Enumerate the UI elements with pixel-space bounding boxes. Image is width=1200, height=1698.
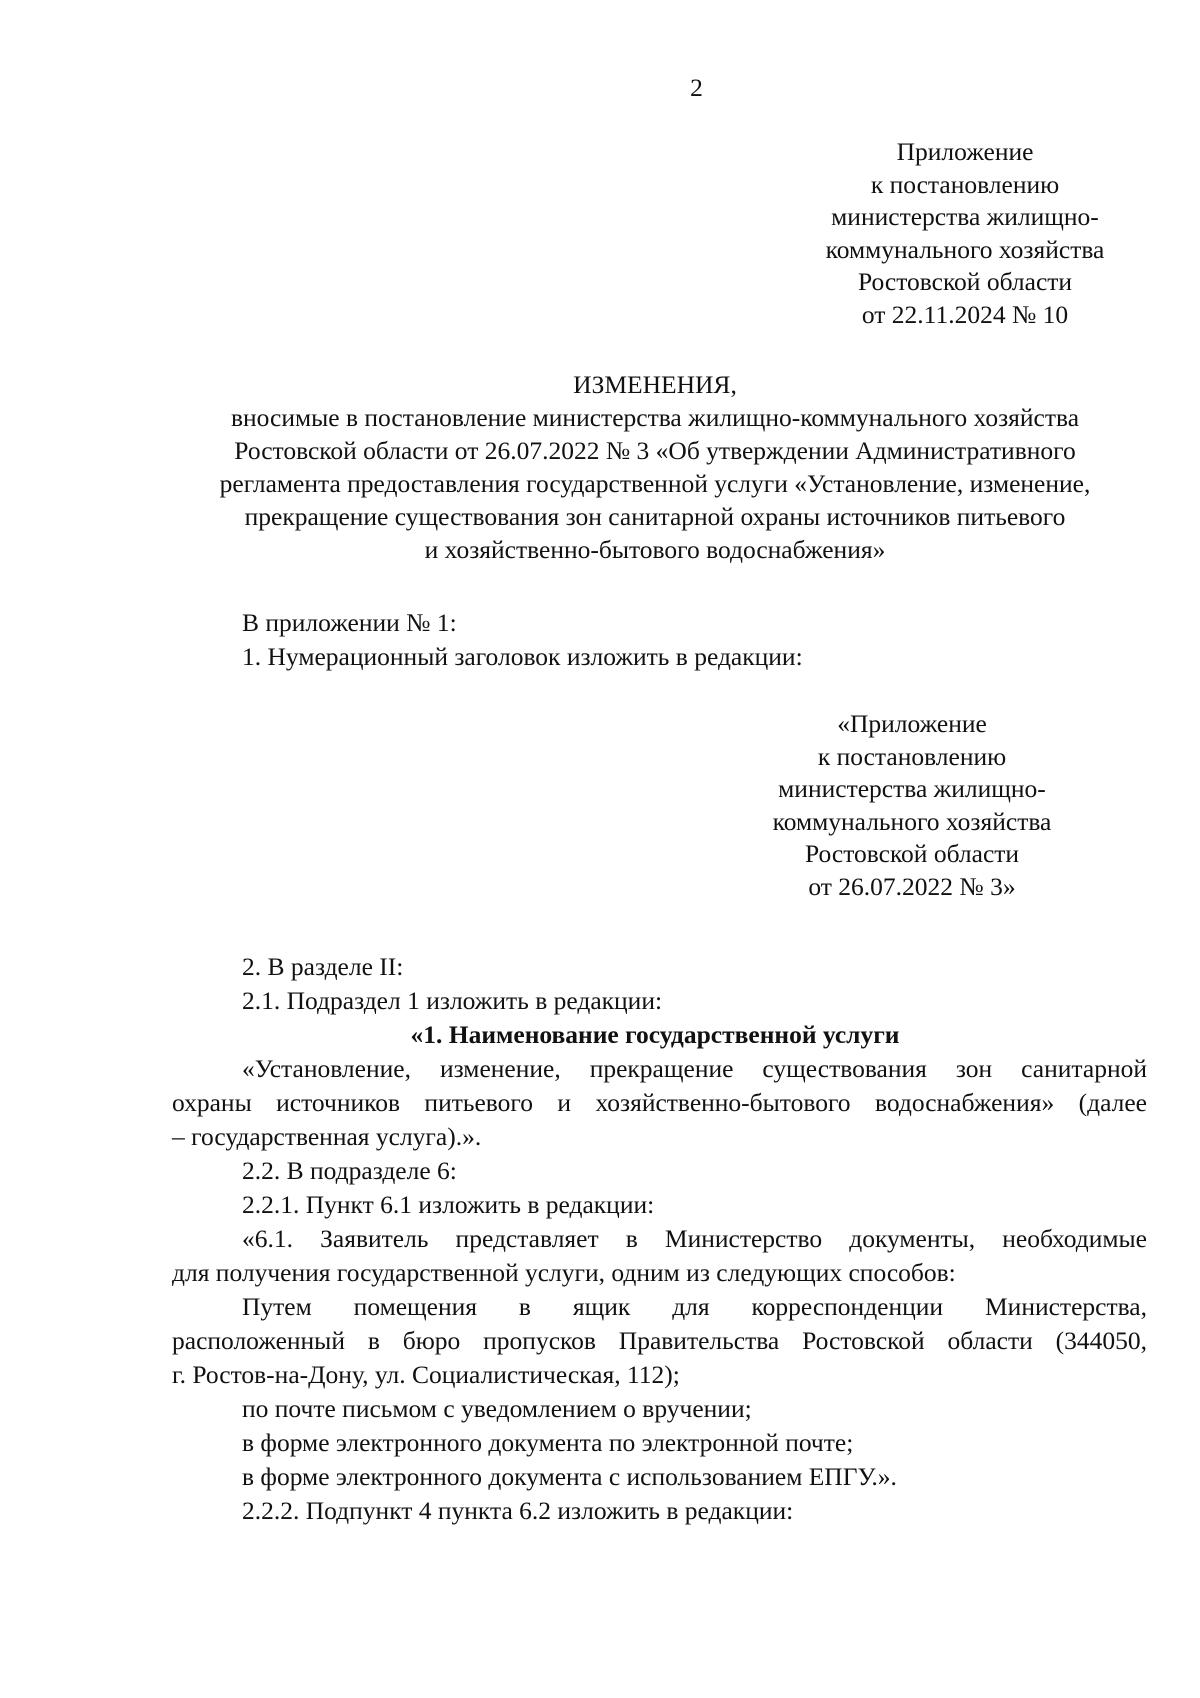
paragraph: по почте письмом с уведомлением о вручении; xyxy=(242,1394,752,1423)
title-line: Ростовской области от 26.07.2022 № 3 «Об утверждении Административного xyxy=(234,436,1076,465)
paragraph: 1. Нумерационный заголовок изложить в редакции: xyxy=(242,642,803,671)
paragraph: в форме электронного документа по электронной почте; xyxy=(242,1428,854,1457)
section-heading: «1. Наименование государственной услуги xyxy=(410,1020,900,1049)
quoted-appendix-line: к постановлению xyxy=(817,741,1007,771)
appendix-header-line: от 22.11.2024 № 10 xyxy=(861,299,1069,329)
quoted-appendix-line: коммунального хозяйства xyxy=(772,806,1052,836)
paragraph: «Установление, изменение, прекращение существования зон санитарной xyxy=(242,1054,1147,1083)
page-number: 2 xyxy=(690,73,703,102)
title-line: и хозяйственно-бытового водоснабжения» xyxy=(424,535,886,564)
title-line: ИЗМЕНЕНИЯ, xyxy=(573,370,737,399)
paragraph: расположенный в бюро пропусков Правительства Ростовской области (344050, xyxy=(172,1326,1147,1355)
paragraph: 2. В разделе II: xyxy=(242,952,404,981)
paragraph: в форме электронного документа с использованием ЕПГУ.». xyxy=(242,1462,897,1491)
appendix-header-line: Ростовской области xyxy=(857,267,1073,296)
paragraph: Путем помещения в ящик для корреспонденции Министерства, xyxy=(242,1292,1147,1321)
quoted-appendix-line: от 26.07.2022 № 3» xyxy=(808,871,1016,901)
paragraph: В приложении № 1: xyxy=(242,608,457,637)
paragraph: 2.2. В подразделе 6: xyxy=(242,1156,457,1185)
quoted-appendix-header xyxy=(752,708,1072,903)
appendix-header-line: Приложение xyxy=(896,137,1034,166)
paragraph: 2.1. Подраздел 1 изложить в редакции: xyxy=(242,986,663,1015)
appendix-header-line: министерства жилищно- xyxy=(831,202,1099,231)
appendix-header-line: коммунального хозяйства xyxy=(825,234,1105,264)
appendix-header xyxy=(805,136,1125,331)
title-line: прекращение существования зон санитарной охраны источников питьевого xyxy=(244,502,1066,531)
paragraph: г. Ростов-на-Дону, ул. Социалистическая, 112); xyxy=(172,1360,680,1389)
paragraph: – государственная услуга).». xyxy=(172,1122,482,1151)
paragraph: для получения государственной услуги, одним из следующих способов: xyxy=(172,1258,956,1287)
paragraph: «6.1. Заявитель представляет в Министерство документы, необходимые xyxy=(242,1224,1147,1253)
title-line: вносимые в постановление министерства жилищно-коммунального хозяйства xyxy=(230,403,1080,432)
paragraph: 2.2.1. Пункт 6.1 изложить в редакции: xyxy=(242,1190,655,1219)
title-line: регламента предоставления государственной услуги «Установление, изменение, xyxy=(219,469,1091,498)
paragraph: 2.2.2. Подпункт 4 пункта 6.2 изложить в редакции: xyxy=(242,1496,794,1525)
paragraph: охраны источников питьевого и хозяйственно-бытового водоснабжения» (далее xyxy=(172,1088,1147,1117)
quoted-appendix-line: Ростовской области xyxy=(804,839,1020,868)
quoted-appendix-line: «Приложение xyxy=(837,709,987,738)
appendix-header-line: к постановлению xyxy=(870,169,1060,199)
quoted-appendix-line: министерства жилищно- xyxy=(778,774,1046,803)
document-title xyxy=(160,368,1150,566)
